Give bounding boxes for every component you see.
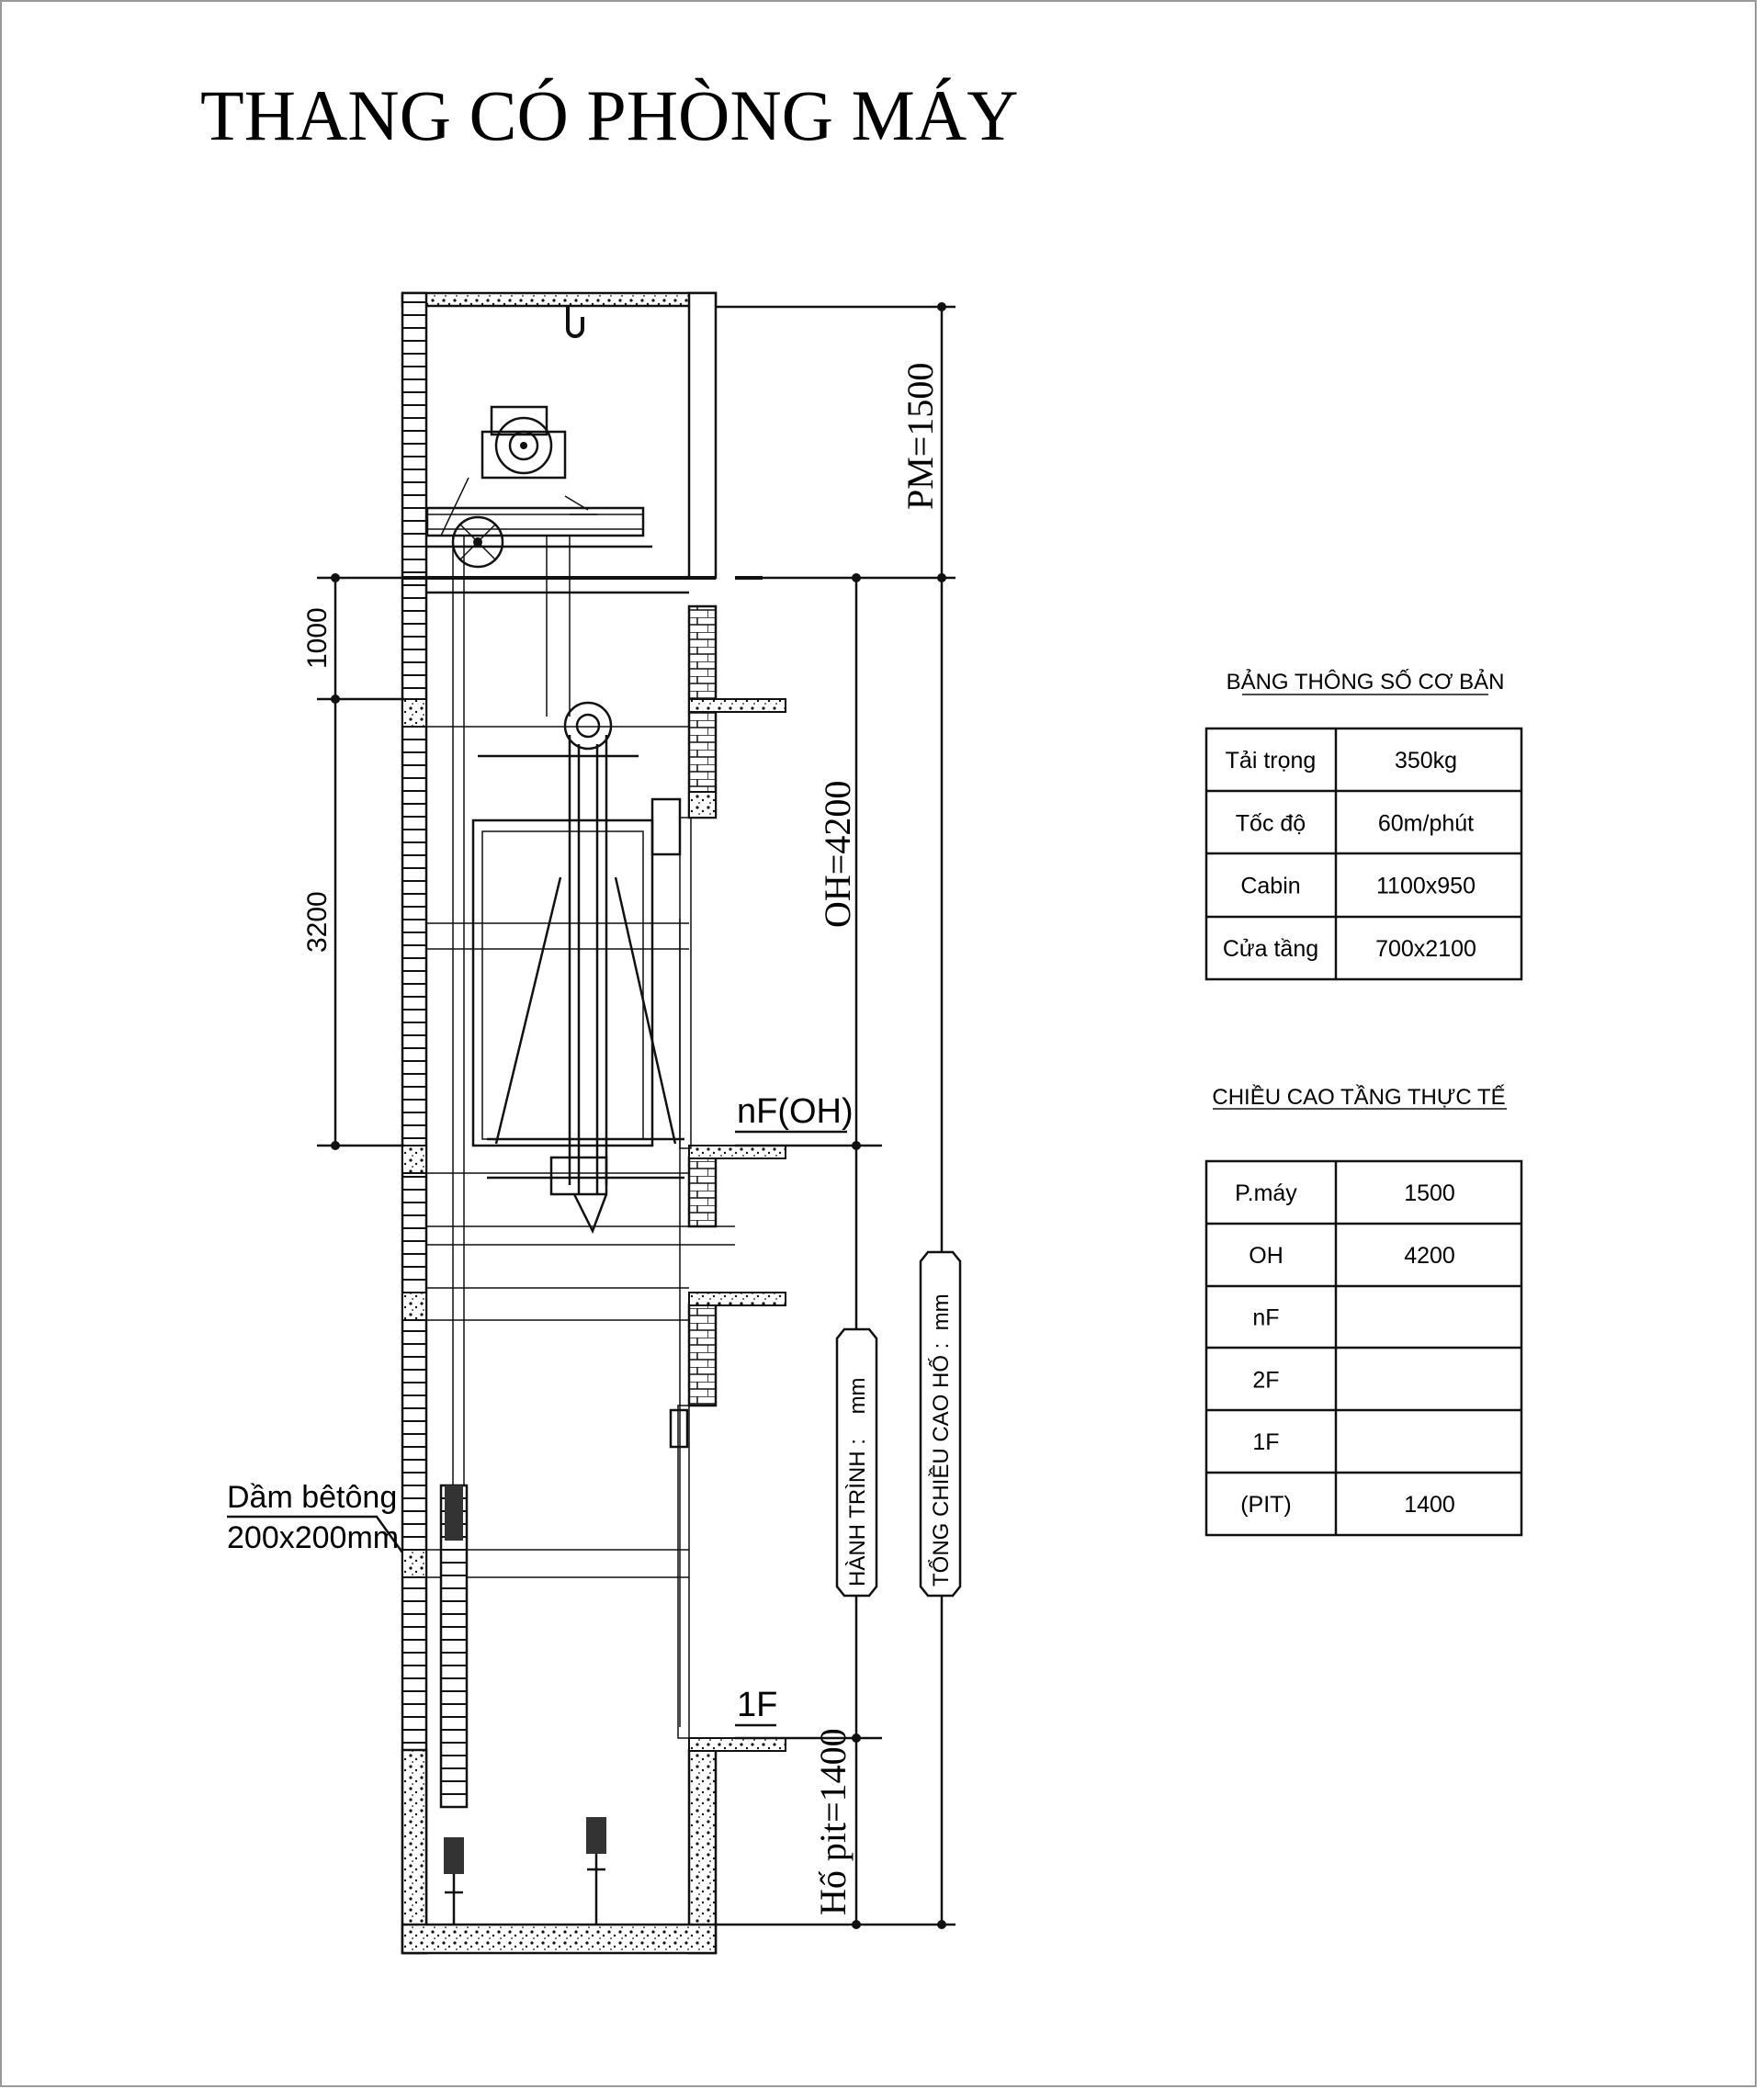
floor-label-nf: nF(OH) [737, 1092, 854, 1131]
spec-label: Tải trọng [1225, 748, 1317, 773]
pit-buffers [444, 1817, 606, 1925]
floor-heights-title: CHIỀU CAO TẦNG THỰC TẾ [1212, 1085, 1506, 1110]
floor-heights-table [1206, 1084, 1521, 1535]
floor-height-label: OH [1249, 1242, 1283, 1269]
beam-note-line1: Dầm bêtông [227, 1480, 398, 1515]
floor-height-value: 1400 [1404, 1492, 1455, 1518]
dim-floor-height: 3200 [302, 891, 333, 953]
traction-machine-icon [427, 407, 652, 567]
dim-oh: OH=4200 [817, 780, 858, 928]
dim-pm: PM=1500 [899, 362, 941, 510]
floor-height-value: 1500 [1404, 1180, 1455, 1206]
guide-rails [453, 536, 680, 1727]
floor-height-label: (PIT) [1240, 1492, 1292, 1518]
counterweight [441, 1485, 467, 1807]
page-border [1, 1, 1756, 2086]
spec-value: 60m/phút [1377, 810, 1475, 837]
travel-label: HÀNH TRÌNH : mm [845, 1377, 870, 1587]
dim-pit: Hố pit=1400 [812, 1728, 854, 1915]
floor-height-label: P.máy [1235, 1180, 1297, 1206]
spec-label: Cửa tầng [1222, 935, 1319, 962]
spec-value: 1100x950 [1376, 873, 1476, 899]
floor-height-label: 1F [1252, 1429, 1280, 1456]
spec-label: Cabin [1240, 873, 1301, 899]
spec-value: 350kg [1394, 748, 1458, 773]
spec-label: Tốc độ [1235, 810, 1306, 837]
drawing-title: THANG CÓ PHÒNG MÁY [200, 75, 1019, 155]
floor-height-label: nF [1252, 1304, 1280, 1331]
lifting-hook-icon [568, 306, 582, 336]
spec-value: 700x2100 [1375, 935, 1476, 962]
beam-note-line2: 200x200mm [227, 1520, 400, 1555]
basic-specs-title: BẢNG THÔNG SỐ CƠ BẢN [1226, 670, 1505, 694]
basic-specs-table [1206, 668, 1521, 979]
elevator-car [473, 703, 691, 1231]
dim-floor-gap: 1000 [302, 607, 333, 669]
floor-label-1f: 1F [737, 1686, 778, 1724]
total-height-label: TỔNG CHIỀU CAO HỐ : mm [929, 1293, 954, 1587]
floor-height-label: 2F [1252, 1367, 1280, 1394]
floor-height-value: 4200 [1404, 1242, 1455, 1269]
